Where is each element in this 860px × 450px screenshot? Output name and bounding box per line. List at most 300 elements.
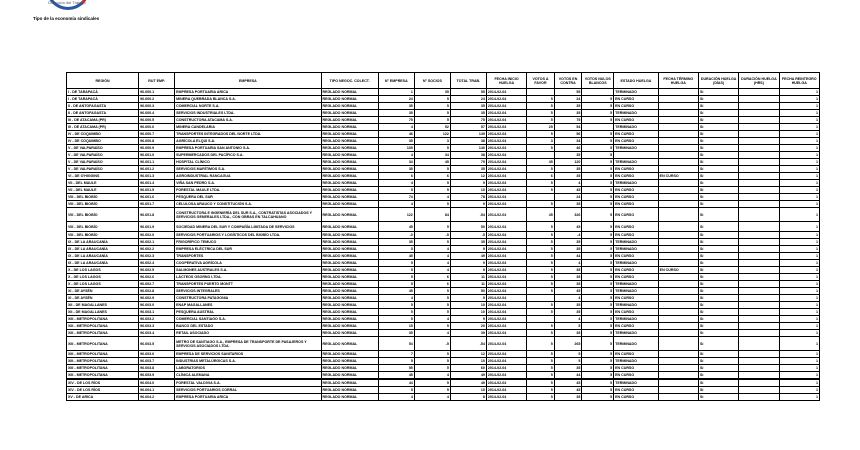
table-cell: [658, 103, 698, 110]
table-cell: XIV - DE LOS RÍOS: [67, 379, 139, 387]
table-cell: [739, 208, 779, 222]
column-header: VOTOS NULOS BLANCOS: [582, 73, 614, 89]
table-cell: 45: [378, 372, 414, 380]
table-cell: 49: [450, 253, 486, 260]
table-cell: 1: [779, 260, 819, 267]
table-cell: VIII - DEL BIOBÍO: [67, 222, 139, 232]
table-cell: [658, 110, 698, 117]
table-cell: 5: [414, 103, 450, 110]
table-cell: 5: [554, 358, 582, 365]
table-cell: 4: [414, 330, 450, 337]
table-cell: 1: [779, 281, 819, 288]
table-cell: 4: [414, 253, 450, 260]
table-cell: 8: [450, 394, 486, 401]
table-cell: 5: [527, 337, 555, 351]
table-cell: [739, 138, 779, 145]
table-cell: 2014-02-04: [486, 180, 526, 187]
table-cell: 96.603.2: [139, 316, 175, 323]
table-cell: II - DE ANTOFAGASTA: [67, 110, 139, 117]
table-cell: [658, 152, 698, 159]
table-cell: TERMINADO: [614, 302, 659, 309]
table-cell: [739, 117, 779, 124]
table-cell: 1: [779, 194, 819, 201]
table-cell: [739, 337, 779, 351]
table-cell: 45: [527, 208, 555, 222]
table-cell: 15: [378, 323, 414, 330]
table-cell: 1: [779, 267, 819, 274]
table-cell: 4: [378, 295, 414, 302]
table-cell: [658, 166, 698, 173]
table-cell: 35: [554, 267, 582, 274]
table-cell: 5: [527, 96, 555, 103]
table-cell: 35: [554, 152, 582, 159]
table-cell: 5: [582, 201, 614, 208]
table-cell: 1: [779, 208, 819, 222]
table-cell: 44: [378, 379, 414, 387]
table-cell: 1: [779, 110, 819, 117]
table-cell: VII - DEL MAULE: [67, 180, 139, 187]
table-cell: REGLADO NORMAL: [321, 232, 378, 239]
table-cell: 1: [779, 316, 819, 323]
table-cell: 96.602.1: [139, 239, 175, 246]
table-cell: XIII - METROPOLITANA: [67, 358, 139, 365]
table-cell: 96.601.3: [139, 173, 175, 180]
table-cell: [658, 96, 698, 103]
table-cell: 1: [779, 152, 819, 159]
table-cell: 2014-02-04: [486, 89, 526, 96]
table-cell: 5: [414, 387, 450, 394]
table-cell: 24: [378, 96, 414, 103]
table-cell: EMPRESA ELÉCTRICA DEL SUR: [175, 246, 321, 253]
table-cell: TERMINADO: [614, 330, 659, 337]
table-cell: REGLADO NORMAL: [321, 201, 378, 208]
table-cell: 5: [582, 330, 614, 337]
table-cell: 5: [527, 253, 555, 260]
table-cell: 5: [414, 379, 450, 387]
column-header: DURACIÓN HUELGA (HRS): [739, 73, 779, 89]
table-cell: 35: [450, 239, 486, 246]
table-cell: 9: [450, 201, 486, 208]
table-cell: 5: [414, 96, 450, 103]
table-cell: 35: [554, 330, 582, 337]
table-cell: TERMINADO: [614, 379, 659, 387]
table-cell: BANCO DEL ESTADO: [175, 323, 321, 330]
table-cell: 5: [527, 274, 555, 281]
table-cell: 5: [554, 323, 582, 330]
table-cell: PESQUERA DEL SUR: [175, 194, 321, 201]
table-cell: 5: [414, 365, 450, 372]
table-cell: 5: [527, 166, 555, 173]
table-cell: LABORATORIOS: [175, 365, 321, 372]
table-cell: 2014-02-04: [486, 309, 526, 316]
table-cell: Sí: [698, 222, 738, 232]
table-cell: [739, 239, 779, 246]
table-cell: TRANSPORTES PUERTO MONTT: [175, 281, 321, 288]
table-cell: EN CURSO: [614, 295, 659, 302]
table-cell: 2014-02-04: [486, 253, 526, 260]
table-cell: 2014-02-04: [486, 267, 526, 274]
table-cell: EN CURSO: [614, 117, 659, 124]
table-cell: [658, 316, 698, 323]
table-cell: 4: [554, 295, 582, 302]
table-cell: [739, 302, 779, 309]
table-row: [67, 208, 820, 222]
table-cell: 1: [779, 124, 819, 131]
table-cell: 96.602.7: [139, 281, 175, 288]
column-header: EMPRESA: [175, 73, 321, 89]
table-cell: Sí: [698, 379, 738, 387]
table-cell: CELULOSA ARAUCO Y CONSTITUCIÓN S.A.: [175, 201, 321, 208]
table-cell: X - DE LOS LAGOS: [67, 267, 139, 274]
table-cell: 10: [450, 187, 486, 194]
table-cell: TRANSPORTES INTEGRADOS DEL NORTE LTDA.: [175, 131, 321, 138]
table-cell: 2014-02-04: [486, 288, 526, 295]
column-header: RUT EMP.: [139, 73, 175, 89]
table-cell: 2014-02-04: [486, 281, 526, 288]
table-row: [67, 110, 820, 117]
table-cell: 5: [414, 222, 450, 232]
table-cell: 1: [779, 166, 819, 173]
table-cell: FRIGORÍFICO TEMUCO: [175, 239, 321, 246]
table-cell: Sí: [698, 288, 738, 295]
table-cell: 149: [450, 131, 486, 138]
table-cell: 5: [582, 239, 614, 246]
table-cell: 38: [450, 138, 486, 145]
table-cell: 35: [554, 166, 582, 173]
table-cell: 2014-02-04: [486, 187, 526, 194]
table-cell: [658, 208, 698, 222]
table-cell: [658, 309, 698, 316]
table-cell: 5: [527, 351, 555, 358]
table-cell: XIII - METROPOLITANA: [67, 337, 139, 351]
table-cell: [658, 131, 698, 138]
table-cell: 5: [527, 187, 555, 194]
table-cell: 2014-02-04: [486, 152, 526, 159]
table-cell: 5: [582, 208, 614, 222]
table-cell: [658, 180, 698, 187]
table-cell: 5: [414, 239, 450, 246]
table-cell: Sí: [698, 281, 738, 288]
table-cell: 96.603.4: [139, 330, 175, 337]
table-cell: 1: [779, 180, 819, 187]
table-cell: REGLADO NORMAL: [321, 152, 378, 159]
table-cell: -0: [378, 232, 414, 239]
logo: [44, 0, 90, 16]
table-cell: REGLADO NORMAL: [321, 173, 378, 180]
table-cell: [527, 152, 555, 159]
table-cell: 56: [554, 131, 582, 138]
table-cell: 9: [450, 260, 486, 267]
table-cell: REGLADO NORMAL: [321, 166, 378, 173]
table-cell: 6: [414, 274, 450, 281]
table-cell: [658, 138, 698, 145]
table-cell: 5: [378, 246, 414, 253]
table-cell: EN CURSO: [614, 372, 659, 380]
table-cell: REGLADO NORMAL: [321, 302, 378, 309]
table-cell: 5: [582, 173, 614, 180]
table-cell: 135: [378, 145, 414, 152]
table-cell: [739, 330, 779, 337]
table-cell: 5: [414, 201, 450, 208]
table-cell: Sí: [698, 173, 738, 180]
table-cell: 1: [779, 253, 819, 260]
table-cell: 1: [779, 394, 819, 401]
table-cell: EN CURSO: [614, 351, 659, 358]
table-cell: [658, 159, 698, 166]
table-cell: REGLADO NORMAL: [321, 358, 378, 365]
table-cell: 5: [527, 323, 555, 330]
table-cell: 75: [378, 117, 414, 124]
table-cell: REGLADO NORMAL: [321, 117, 378, 124]
table-cell: 5: [378, 274, 414, 281]
table-cell: Sí: [698, 358, 738, 365]
table-cell: [658, 394, 698, 401]
table-cell: 4: [554, 316, 582, 323]
table-cell: 5: [414, 323, 450, 330]
table-cell: [739, 246, 779, 253]
table-cell: IX - DE LA ARAUCANÍA: [67, 246, 139, 253]
table-row: [67, 166, 820, 173]
table-row: [67, 379, 820, 387]
table-cell: 96.601.9: [139, 222, 175, 232]
table-cell: 5: [527, 117, 555, 124]
table-cell: 2014-02-04: [486, 260, 526, 267]
table-cell: XII - DE MAGALLANES: [67, 302, 139, 309]
table-cell: VIÑA SAN PEDRO S.A.: [175, 180, 321, 187]
table-cell: I - DE TARAPACÁ: [67, 89, 139, 96]
table-cell: 35: [378, 103, 414, 110]
table-cell: Sí: [698, 180, 738, 187]
table-cell: 4: [414, 372, 450, 380]
table-cell: 38: [450, 152, 486, 159]
table-cell: [739, 323, 779, 330]
table-cell: MINERA CANDELARIA: [175, 124, 321, 131]
table-cell: IX - DE LA ARAUCANÍA: [67, 239, 139, 246]
table-cell: 5: [582, 351, 614, 358]
table-cell: 5: [527, 131, 555, 138]
table-cell: REGLADO NORMAL: [321, 372, 378, 380]
table-header-row: [67, 73, 820, 89]
table-cell: 96.600.4: [139, 110, 175, 117]
table-cell: TERMINADO: [614, 145, 659, 152]
table-cell: [739, 201, 779, 208]
table-cell: 57: [450, 124, 486, 131]
table-cell: 2014-02-04: [486, 145, 526, 152]
table-cell: Sí: [698, 201, 738, 208]
table-cell: 4: [378, 180, 414, 187]
table-cell: 5: [582, 96, 614, 103]
column-header: N° SOCIOS: [414, 73, 450, 89]
table-cell: REGLADO NORMAL: [321, 131, 378, 138]
table-cell: 1: [779, 89, 819, 96]
table-cell: 35: [554, 103, 582, 110]
table-cell: 5: [527, 145, 555, 152]
table-cell: IV - DE COQUIMBO: [67, 138, 139, 145]
table-cell: REGLADO NORMAL: [321, 145, 378, 152]
table-row: [67, 387, 820, 394]
table-cell: 5: [378, 260, 414, 267]
table-cell: EN CURSO: [658, 173, 698, 180]
table-cell: 5: [582, 253, 614, 260]
table-cell: 35: [450, 166, 486, 173]
table-cell: 5: [414, 358, 450, 365]
table-cell: 35: [378, 330, 414, 337]
table-cell: 4: [378, 124, 414, 131]
table-row: [67, 201, 820, 208]
table-cell: TERMINADO: [614, 124, 659, 131]
table-cell: 1: [779, 187, 819, 194]
table-cell: 96.602.4: [139, 260, 175, 267]
table-cell: V - DE VALPARAÍSO: [67, 166, 139, 173]
table-cell: TRANSPORTES: [175, 253, 321, 260]
table-cell: VIII - DEL BIOBÍO: [67, 194, 139, 201]
table-cell: [739, 372, 779, 380]
table-cell: 96.602.0: [139, 232, 175, 239]
table-cell: X - DE LOS LAGOS: [67, 281, 139, 288]
table-cell: REGLADO NORMAL: [321, 316, 378, 323]
table-cell: 45: [527, 159, 555, 166]
table-cell: Sí: [698, 253, 738, 260]
table-row: [67, 267, 820, 274]
table-cell: [739, 194, 779, 201]
table-cell: 1: [779, 96, 819, 103]
table-cell: [739, 358, 779, 365]
table-cell: REGLADO NORMAL: [321, 124, 378, 131]
table-row: [67, 131, 820, 138]
table-cell: -5: [414, 337, 450, 351]
table-cell: EN CURSO: [614, 187, 659, 194]
table-cell: Sí: [698, 323, 738, 330]
table-cell: 4: [554, 260, 582, 267]
table-cell: 96.602.2: [139, 246, 175, 253]
table-cell: 5: [554, 351, 582, 358]
table-cell: REGLADO NORMAL: [321, 351, 378, 358]
table-cell: 96.602.9: [139, 295, 175, 302]
table-cell: EMPRESA DE SERVICIOS SANITARIOS: [175, 351, 321, 358]
table-cell: XIII - METROPOLITANA: [67, 365, 139, 372]
column-header: FECHA REINTEGRO HUELGA: [779, 73, 819, 89]
table-cell: 5: [527, 110, 555, 117]
table-cell: V - DE VALPARAÍSO: [67, 145, 139, 152]
table-row: [67, 180, 820, 187]
table-cell: 10: [450, 302, 486, 309]
table-cell: 78: [450, 194, 486, 201]
table-cell: TERMINADO: [614, 159, 659, 166]
table-cell: REGLADO NORMAL: [321, 253, 378, 260]
table-cell: TERMINADO: [614, 89, 659, 96]
column-header: FECHA TÉRMINO HUELGA: [658, 73, 698, 89]
table-cell: 5: [527, 379, 555, 387]
table-cell: 50: [450, 288, 486, 295]
table-cell: REGLADO NORMAL: [321, 281, 378, 288]
table-cell: VIII - DEL BIOBÍO: [67, 232, 139, 239]
table-cell: 96.603.6: [139, 351, 175, 358]
table-cell: Sí: [698, 337, 738, 351]
table-row: [67, 372, 820, 380]
table-row: [67, 330, 820, 337]
table-cell: 2014-02-04: [486, 351, 526, 358]
table-cell: REGLADO NORMAL: [321, 110, 378, 117]
table-cell: XIII - METROPOLITANA: [67, 330, 139, 337]
table-cell: 1: [779, 295, 819, 302]
table-cell: FORESTAL MAULE LTDA.: [175, 187, 321, 194]
table-cell: EN CURSO: [614, 232, 659, 239]
table-cell: Sí: [698, 103, 738, 110]
table-cell: 10: [450, 358, 486, 365]
table-cell: 96.601.2: [139, 166, 175, 173]
table-cell: 1: [779, 103, 819, 110]
table-cell: 11: [450, 274, 486, 281]
table-cell: 52: [414, 124, 450, 131]
table-cell: REGLADO NORMAL: [321, 330, 378, 337]
table-cell: 5: [527, 232, 555, 239]
table-cell: 96.600.1: [139, 89, 175, 96]
table-cell: 4: [414, 246, 450, 253]
table-cell: [658, 351, 698, 358]
table-cell: 96.600.3: [139, 103, 175, 110]
table-cell: 2014-02-04: [486, 394, 526, 401]
table-cell: 5: [527, 358, 555, 365]
table-cell: 5: [582, 166, 614, 173]
table-cell: EN CURSO: [614, 387, 659, 394]
table-cell: 3: [414, 138, 450, 145]
table-cell: Sí: [698, 365, 738, 372]
table-cell: 45: [378, 222, 414, 232]
table-cell: 2014-02-04: [486, 194, 526, 201]
table-cell: 1: [378, 89, 414, 96]
table-cell: 96.603.5: [139, 337, 175, 351]
table-cell: [739, 103, 779, 110]
table-cell: 54: [554, 124, 582, 131]
table-cell: 5: [527, 394, 555, 401]
table-cell: REGLADO NORMAL: [321, 309, 378, 316]
table-cell: 2014-02-04: [486, 274, 526, 281]
table-row: [67, 222, 820, 232]
table-cell: 35: [554, 365, 582, 372]
table-cell: [658, 239, 698, 246]
table-row: [67, 323, 820, 330]
table-cell: 1: [779, 372, 819, 380]
column-header: REGIÓN: [67, 73, 139, 89]
table-cell: 5: [378, 267, 414, 274]
table-row: [67, 281, 820, 288]
table-row: [67, 246, 820, 253]
table-cell: 20: [450, 323, 486, 330]
table-cell: TERMINADO: [614, 337, 659, 351]
table-cell: [739, 394, 779, 401]
table-cell: 5: [582, 387, 614, 394]
table-cell: 96.601.6: [139, 194, 175, 201]
table-cell: 5: [527, 387, 555, 394]
table-cell: 96.600.7: [139, 131, 175, 138]
table-cell: 44: [554, 372, 582, 380]
table-cell: 1: [779, 173, 819, 180]
table-cell: 120: [554, 159, 582, 166]
table-cell: REGLADO NORMAL: [321, 379, 378, 387]
table-row: [67, 394, 820, 401]
column-header: TOTAL TRAB.: [450, 73, 486, 89]
table-row: [67, 365, 820, 372]
table-cell: VI - DE O'HIGGINS: [67, 173, 139, 180]
table-cell: TERMINADO: [614, 260, 659, 267]
table-cell: REGLADO NORMAL: [321, 89, 378, 96]
table-cell: 5: [527, 267, 555, 274]
table-cell: 45: [554, 387, 582, 394]
table-cell: Sí: [698, 302, 738, 309]
table-cell: SUPERMERCADOS DEL PACÍFICO S.A.: [175, 152, 321, 159]
table-cell: 1: [779, 222, 819, 232]
table-cell: 96.600.9: [139, 145, 175, 152]
